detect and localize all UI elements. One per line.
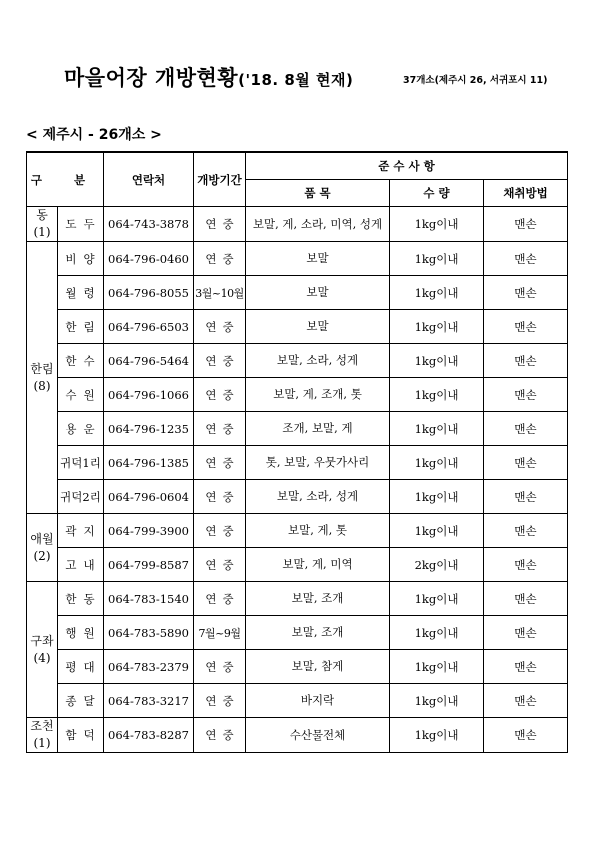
method-cell: 맨손 [484,684,568,718]
period-cell: 연중 [194,344,246,378]
items-cell: 바지락 [246,684,390,718]
method-cell: 맨손 [484,480,568,514]
quantity-cell: 1kg이내 [390,276,484,310]
region-cell [27,718,58,753]
region-count: (2) [33,548,51,563]
phone-cell: 064-796-0460 [104,242,194,276]
document-title [64,62,353,92]
phone-cell: 064-799-8587 [104,548,194,582]
period-cell: 연중 [194,650,246,684]
table-row [27,344,568,378]
table-row [27,378,568,412]
phone-cell: 064-743-3878 [104,207,194,242]
method-cell: 맨손 [484,310,568,344]
header-rules: 준 수 사 항 [246,152,568,180]
fishing-ground-table [26,151,568,753]
header-method: 채취방법 [484,180,568,207]
village-cell: 한수 [58,344,104,378]
period-cell: 연중 [194,684,246,718]
items-cell: 톳, 보말, 우뭇가사리 [246,446,390,480]
items-cell: 보말, 소라, 성게 [246,480,390,514]
region-name: 동 [36,208,48,222]
village-cell: 행원 [58,616,104,650]
village-cell: 수원 [58,378,104,412]
title-main: 마을어장 개방현황 [64,66,239,90]
method-cell: 맨손 [484,616,568,650]
phone-cell: 064-799-3900 [104,514,194,548]
method-cell: 맨손 [484,718,568,753]
method-cell: 맨손 [484,207,568,242]
region-count: (1) [33,736,51,750]
village-cell: 함덕 [58,718,104,753]
village-cell: 귀덕1리 [58,446,104,480]
header-division: 구 분 [27,152,104,207]
phone-cell: 064-783-1540 [104,582,194,616]
village-cell: 도두 [58,207,104,242]
method-cell: 맨손 [484,344,568,378]
period-cell: 연중 [194,514,246,548]
items-cell: 보말, 게, 조개, 톳 [246,378,390,412]
table-row [27,514,568,548]
table-row [27,412,568,446]
header-contact: 연락처 [104,152,194,207]
site-count-note: 37개소(제주시 26, 서귀포시 11) [403,75,548,86]
table-row [27,310,568,344]
items-cell: 조개, 보말, 게 [246,412,390,446]
region-cell [27,207,58,242]
village-cell: 평대 [58,650,104,684]
region-count: (4) [33,650,51,665]
village-cell: 곽지 [58,514,104,548]
quantity-cell: 1kg이내 [390,242,484,276]
method-cell: 맨손 [484,514,568,548]
header-quantity: 수 량 [390,180,484,207]
table-row [27,480,568,514]
header-period: 개방기간 [194,152,246,207]
phone-cell: 064-796-1066 [104,378,194,412]
method-cell: 맨손 [484,242,568,276]
section-heading: < 제주시 - 26개소 > [26,127,162,143]
items-cell: 보말, 참게 [246,650,390,684]
method-cell: 맨손 [484,412,568,446]
quantity-cell: 1kg이내 [390,616,484,650]
phone-cell: 064-796-8055 [104,276,194,310]
method-cell: 맨손 [484,378,568,412]
phone-cell: 064-783-3217 [104,684,194,718]
period-cell: 연중 [194,718,246,753]
phone-cell: 064-783-8287 [104,718,194,753]
quantity-cell: 1kg이내 [390,412,484,446]
village-cell: 용운 [58,412,104,446]
table-body [27,207,568,753]
village-cell: 귀덕2리 [58,480,104,514]
village-cell: 비양 [58,242,104,276]
method-cell: 맨손 [484,548,568,582]
table-row [27,616,568,650]
items-cell: 보말, 조개 [246,616,390,650]
quantity-cell: 1kg이내 [390,718,484,753]
region-name: 한림 [30,361,54,376]
phone-cell: 064-796-1385 [104,446,194,480]
items-cell: 보말, 소라, 성게 [246,344,390,378]
quantity-cell: 1kg이내 [390,344,484,378]
table-row [27,276,568,310]
quantity-cell: 1kg이내 [390,378,484,412]
phone-cell: 064-796-5464 [104,344,194,378]
items-cell: 보말, 게, 소라, 미역, 성게 [246,207,390,242]
period-cell: 3월~10월 [194,276,246,310]
table-row [27,548,568,582]
period-cell: 연중 [194,310,246,344]
period-cell: 연중 [194,582,246,616]
title-row [0,60,595,96]
quantity-cell: 2kg이내 [390,548,484,582]
village-cell: 고내 [58,548,104,582]
period-cell: 연중 [194,242,246,276]
quantity-cell: 1kg이내 [390,684,484,718]
period-cell: 7월~9월 [194,616,246,650]
quantity-cell: 1kg이내 [390,582,484,616]
phone-cell: 064-783-5890 [104,616,194,650]
quantity-cell: 1kg이내 [390,310,484,344]
period-cell: 연중 [194,480,246,514]
header-items: 품 목 [246,180,390,207]
items-cell: 보말 [246,242,390,276]
period-cell: 연중 [194,446,246,480]
items-cell: 보말 [246,276,390,310]
region-cell [27,514,58,582]
items-cell: 보말, 게, 톳 [246,514,390,548]
period-cell: 연중 [194,412,246,446]
items-cell: 보말 [246,310,390,344]
region-cell [27,582,58,718]
method-cell: 맨손 [484,650,568,684]
table-row [27,684,568,718]
quantity-cell: 1kg이내 [390,207,484,242]
phone-cell: 064-796-1235 [104,412,194,446]
village-cell: 한동 [58,582,104,616]
region-count: (1) [33,225,51,239]
phone-cell: 064-783-2379 [104,650,194,684]
period-cell: 연중 [194,548,246,582]
region-name: 조천 [30,719,54,733]
table-row [27,207,568,242]
period-cell: 연중 [194,207,246,242]
table-row [27,242,568,276]
quantity-cell: 1kg이내 [390,446,484,480]
items-cell: 보말, 게, 미역 [246,548,390,582]
region-cell [27,242,58,514]
quantity-cell: 1kg이내 [390,514,484,548]
quantity-cell: 1kg이내 [390,650,484,684]
village-cell: 종달 [58,684,104,718]
phone-cell: 064-796-0604 [104,480,194,514]
items-cell: 수산물전체 [246,718,390,753]
method-cell: 맨손 [484,446,568,480]
region-name: 구좌 [30,633,54,648]
phone-cell: 064-796-6503 [104,310,194,344]
village-cell: 한림 [58,310,104,344]
table-row [27,718,568,753]
region-name: 애월 [30,531,54,546]
items-cell: 보말, 조개 [246,582,390,616]
period-cell: 연중 [194,378,246,412]
table-row [27,582,568,616]
quantity-cell: 1kg이내 [390,480,484,514]
title-date: ('18. 8월 현재) [238,71,354,89]
village-cell: 월령 [58,276,104,310]
method-cell: 맨손 [484,582,568,616]
region-count: (8) [33,378,51,393]
table-row [27,650,568,684]
method-cell: 맨손 [484,276,568,310]
table-row [27,446,568,480]
